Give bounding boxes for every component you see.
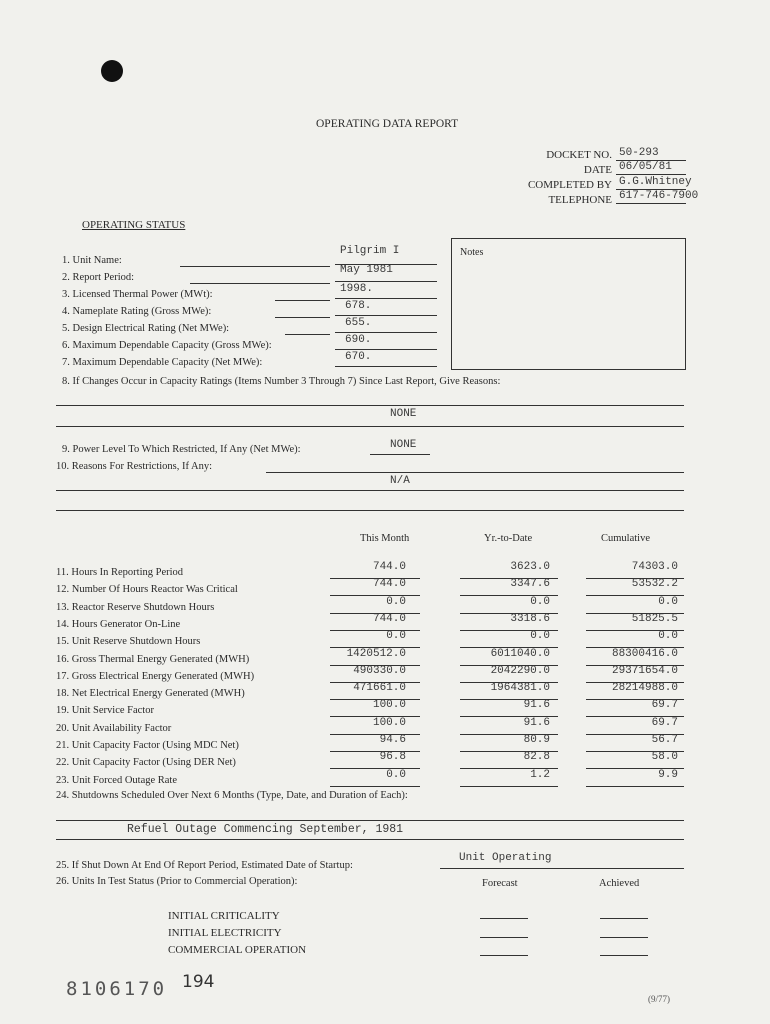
table-row-label: 20. Unit Availability Factor	[56, 723, 172, 734]
cumulative-value: 9.9	[658, 769, 678, 781]
yr-to-date-value: 3623.0	[510, 561, 550, 573]
status-item-value: Pilgrim I	[340, 245, 400, 257]
this-month-value: 94.6	[379, 734, 406, 746]
cumulative-value: 53532.2	[631, 578, 678, 590]
cumulative-value: 69.7	[651, 717, 678, 729]
yr-to-date-value: 1964381.0	[490, 682, 550, 694]
table-row-label: 17. Gross Electrical Energy Generated (MWH)	[56, 671, 255, 682]
telephone-value: 617-746-7900	[619, 190, 699, 202]
status-item-label: 1. Unit Name:	[62, 255, 122, 266]
yr-to-date-value: 6011040.0	[490, 648, 550, 660]
item-25-label: 25. If Shut Down At End Of Report Period, Estimated Date of Startup:	[56, 860, 353, 871]
docket-value: 50-293	[619, 147, 659, 159]
forecast-header: Forecast	[482, 878, 518, 889]
table-row-label: 15. Unit Reserve Shutdown Hours	[56, 636, 201, 647]
item-8-label: 8. If Changes Occur in Capacity Ratings (Items Number 3 Through 7) Since Last Report, Give Reasons:	[62, 376, 501, 387]
table-row-label: 14. Hours Generator On-Line	[56, 619, 181, 630]
operating-status-heading: OPERATING STATUS	[82, 219, 186, 231]
column-header-cumulative: Cumulative	[601, 533, 650, 544]
status-item-value: 690.	[345, 334, 372, 346]
table-row-label: 18. Net Electrical Energy Generated (MWH)	[56, 688, 245, 699]
yr-to-date-value: 0.0	[530, 596, 550, 608]
table-row-label: 11. Hours In Reporting Period	[56, 567, 184, 578]
punch-hole	[101, 60, 123, 82]
yr-to-date-value: 91.6	[523, 717, 550, 729]
cell-underline	[330, 786, 420, 787]
item-25-value: Unit Operating	[459, 852, 552, 864]
status-item-label: 2. Report Period:	[62, 272, 135, 283]
this-month-value: 490330.0	[353, 665, 406, 677]
date-value: 06/05/81	[619, 161, 672, 173]
cumulative-value: 56.7	[651, 734, 678, 746]
item-10-value: N/A	[390, 475, 410, 487]
cumulative-value: 74303.0	[631, 561, 678, 573]
yr-to-date-value: 2042290.0	[490, 665, 550, 677]
item-9-value: NONE	[390, 439, 417, 451]
cumulative-value: 51825.5	[631, 613, 678, 625]
this-month-value: 0.0	[386, 630, 406, 642]
column-header-yr-to-date: Yr.-to-Date	[484, 533, 533, 544]
handwritten-page-number: 194	[182, 972, 215, 992]
test-item-commercial-operation: COMMERCIAL OPERATION	[168, 944, 307, 956]
status-item-value: 670.	[345, 351, 372, 363]
test-item-initial-criticality: INITIAL CRITICALITY	[168, 910, 280, 922]
status-item-value: May 1981	[340, 264, 393, 276]
cumulative-value: 28214988.0	[611, 682, 678, 694]
table-row-label: 22. Unit Capacity Factor (Using DER Net)	[56, 757, 236, 768]
this-month-value: 96.8	[379, 751, 406, 763]
item-26-label: 26. Units In Test Status (Prior to Commercial Operation):	[56, 876, 298, 887]
test-item-initial-electricity: INITIAL ELECTRICITY	[168, 927, 282, 939]
table-row-label: 21. Unit Capacity Factor (Using MDC Net)	[56, 740, 239, 751]
document-stamp-number: 8106170	[66, 978, 168, 1000]
status-item-label: 3. Licensed Thermal Power (MWt):	[62, 289, 213, 300]
notes-label: Notes	[460, 247, 484, 258]
cumulative-value: 88300416.0	[611, 648, 678, 660]
table-row-label: 13. Reactor Reserve Shutdown Hours	[56, 602, 215, 613]
telephone-label: TELEPHONE	[548, 194, 612, 206]
yr-to-date-value: 3347.6	[510, 578, 550, 590]
status-item-value: 678.	[345, 300, 372, 312]
status-item-label: 5. Design Electrical Rating (Net MWe):	[62, 323, 230, 334]
this-month-value: 471661.0	[353, 682, 406, 694]
completed-by-label: COMPLETED BY	[527, 179, 612, 191]
item-24-value: Refuel Outage Commencing September, 1981	[127, 823, 404, 836]
item-10-label: 10. Reasons For Restrictions, If Any:	[56, 461, 213, 472]
yr-to-date-value: 91.6	[523, 699, 550, 711]
cumulative-value: 0.0	[658, 630, 678, 642]
cell-underline	[586, 786, 684, 787]
table-row-label: 23. Unit Forced Outage Rate	[56, 775, 178, 786]
status-item-value: 655.	[345, 317, 372, 329]
item-24-label: 24. Shutdowns Scheduled Over Next 6 Months (Type, Date, and Duration of Each):	[56, 790, 408, 801]
this-month-value: 0.0	[386, 596, 406, 608]
date-label: DATE	[583, 164, 612, 176]
cumulative-value: 58.0	[651, 751, 678, 763]
yr-to-date-value: 0.0	[530, 630, 550, 642]
notes-box	[451, 238, 686, 370]
docket-label: DOCKET NO.	[546, 149, 612, 161]
yr-to-date-value: 80.9	[523, 734, 550, 746]
completed-by-value: G.G.Whitney	[619, 176, 692, 188]
cumulative-value: 69.7	[651, 699, 678, 711]
cumulative-value: 0.0	[658, 596, 678, 608]
table-row-label: 12. Number Of Hours Reactor Was Critical	[56, 584, 238, 595]
this-month-value: 744.0	[372, 613, 406, 625]
item-9-label: 9. Power Level To Which Restricted, If Any (Net MWe):	[62, 444, 301, 455]
cell-underline	[460, 786, 558, 787]
table-row-label: 19. Unit Service Factor	[56, 705, 154, 716]
form-code: (9/77)	[648, 994, 670, 1004]
column-header-this-month: This Month	[360, 533, 410, 544]
this-month-value: 0.0	[386, 769, 406, 781]
yr-to-date-value: 1.2	[530, 769, 550, 781]
yr-to-date-value: 82.8	[523, 751, 550, 763]
this-month-value: 1420512.0	[346, 648, 406, 660]
status-item-label: 6. Maximum Dependable Capacity (Gross MWe):	[62, 340, 272, 351]
achieved-header: Achieved	[599, 878, 640, 889]
status-item-label: 7. Maximum Dependable Capacity (Net MWe):	[62, 357, 263, 368]
cumulative-value: 29371654.0	[611, 665, 678, 677]
item-8-value: NONE	[390, 408, 417, 420]
table-row-label: 16. Gross Thermal Energy Generated (MWH)	[56, 654, 250, 665]
this-month-value: 100.0	[372, 699, 406, 711]
status-item-value: 1998.	[340, 283, 374, 295]
yr-to-date-value: 3318.6	[510, 613, 550, 625]
this-month-value: 744.0	[372, 561, 406, 573]
report-title: OPERATING DATA REPORT	[316, 118, 459, 130]
status-item-label: 4. Nameplate Rating (Gross MWe):	[62, 306, 212, 317]
this-month-value: 100.0	[372, 717, 406, 729]
this-month-value: 744.0	[372, 578, 406, 590]
